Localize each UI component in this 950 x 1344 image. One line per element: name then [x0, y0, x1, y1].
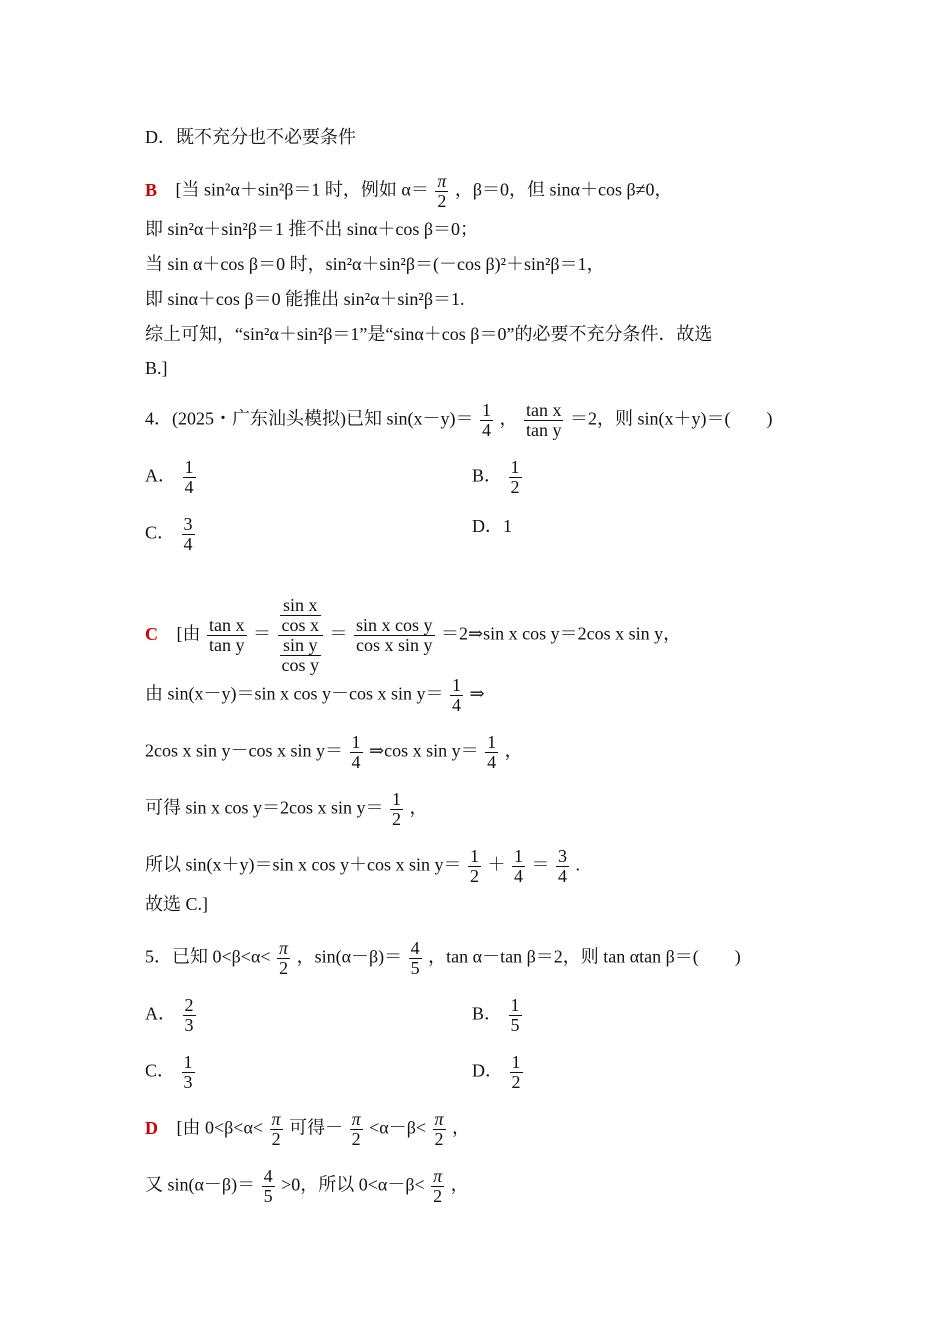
fraction: $\frac{\pi}{2}$: [437, 171, 447, 211]
q4-solution-line5: 所以 sin(x＋y)＝sin x cos y＋cos x sin y＝ $\frac{1}{2}$ ＋ $\frac{1}{4}$ ＝ $\frac{3}{4}$ .: [145, 846, 580, 886]
fraction: $\frac{\text{sin x cos y}}{\text{cos x sin y}}$: [356, 615, 433, 655]
q3-option-d: D．既不充分也不必要条件: [145, 127, 356, 147]
q5-option-b[interactable]: B． $\frac{1}{5}$: [472, 995, 520, 1035]
q3-answer: B: [145, 179, 158, 200]
q5-option-d[interactable]: D． $\frac{1}{2}$: [472, 1052, 521, 1092]
fraction: $\frac{\text{tan x}}{\text{tan y}}$: [525, 400, 562, 440]
q4-option-c[interactable]: C． $\frac{3}{4}$: [145, 514, 193, 554]
fraction: $\frac{1}{4}$: [481, 400, 491, 440]
q5-stem: 5．已知 0<β<α< $\frac{\pi}{2}$ ，sin(α－β)＝ $\frac{4}{5}$ ，tan α－tan β＝2，则 tan αtan β＝( ): [145, 938, 741, 978]
fraction: $\frac{\text{tan x}}{\text{tan y}}$: [209, 615, 245, 655]
q3-solution-line2: 即 sin²α＋sin²β＝1 推不出 sinα＋cos β＝0；: [145, 219, 478, 239]
q3-solution-line6: B.]: [145, 358, 168, 378]
q4-option-a[interactable]: A． $\frac{1}{4}$: [145, 457, 194, 497]
q4-solution-line4: 可得 sin x cos y＝2cos x sin y＝ $\frac{1}{2}$ ，: [145, 789, 428, 829]
q4-solution-line2: 由 sin(x－y)＝sin x cos y－cos x sin y＝ $\frac{1}{4}$ ⇒: [145, 675, 485, 715]
q4-option-d[interactable]: D．1: [472, 516, 512, 536]
q3-solution-line3: 当 sin α＋cos β＝0 时，sin²α＋sin²β＝(－cos β)²＋sin²β＝1，: [145, 254, 605, 274]
complex-fraction: $\frac{\frac{\text{sin x}}{\text{cos x}}}{\frac{\text{sin y}}{\text{cos y}}}$: [278, 596, 324, 675]
q5-solution-line1: D [由 0<β<α< $\frac{\pi}{2}$ 可得－ $\frac{\pi}{2}$ <α－β< $\frac{\pi}{2}$ ，: [145, 1109, 471, 1149]
q5-option-a[interactable]: A． $\frac{2}{3}$: [145, 995, 194, 1035]
q4-solution-line3: 2cos x sin y－cos x sin y＝ $\frac{1}{4}$ ⇒cos x sin y＝ $\frac{1}{4}$ ，: [145, 732, 523, 772]
q5-answer: D: [145, 1117, 158, 1138]
q4-solution-line1: C [由 $\frac{\text{tan x}}{\text{tan y}}$ ＝ $\frac{\frac{\text{sin x}}{\text{cos x}}}{\frac{\text{sin y}}{\text{cos y}}}$ ＝ $\frac{\text{sin x cos y}}{\text{cos x sin y}}$ ＝2⇒sin x cos y＝2cos x sin y，: [145, 595, 682, 675]
q4-solution-line6: 故选 C.]: [145, 894, 208, 914]
q5-option-c[interactable]: C． $\frac{1}{3}$: [145, 1052, 193, 1092]
q3-solution-line4: 即 sinα＋cos β＝0 能推出 sin²α＋sin²β＝1.: [145, 289, 465, 309]
q3-solution-line5: 综上可知，“sin²α＋sin²β＝1”是“sinα＋cos β＝0”的必要不充分条件．故选: [145, 324, 713, 344]
q5-solution-line2: 又 sin(α－β)＝ $\frac{4}{5}$ >0，所以 0<α－β< $\frac{\pi}{2}$ ，: [145, 1166, 469, 1206]
q4-option-b[interactable]: B． $\frac{1}{2}$: [472, 457, 520, 497]
q4-answer: C: [145, 623, 158, 644]
q3-solution-line1: B [当 sin²α＋sin²β＝1 时，例如 α＝ $\frac{\pi}{2}$ ，β＝0，但 sinα＋cos β≠0，: [145, 171, 673, 211]
q4-stem: 4．(2025・广东汕头模拟)已知 sin(x－y)＝ $\frac{1}{4}$ ， $\frac{\text{tan x}}{\text{tan y}}$ ＝2，则 sin(x＋y)＝( ): [145, 400, 773, 440]
